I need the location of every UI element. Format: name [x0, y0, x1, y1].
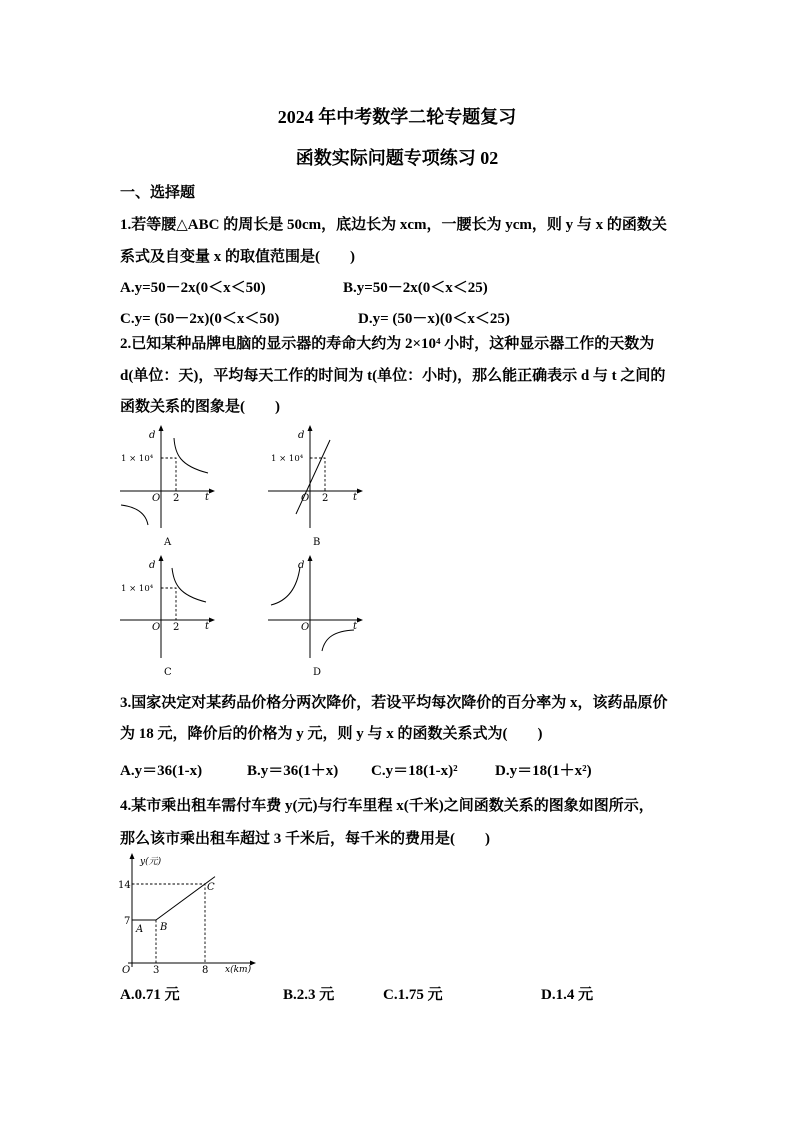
vertical-axis-arrow [159, 555, 164, 561]
page-subtitle: 函数实际问题专项练习 02 [295, 148, 499, 168]
q2-line-3: 函数关系的图象是( ) [120, 399, 280, 415]
x-axis-label: x(km) [225, 965, 252, 975]
q1-line-2: 系式及自变量 x 的取值范围是( ) [120, 249, 355, 265]
graph-caption-d: D [313, 667, 322, 678]
q4-option-c: C.1.75 元 [383, 987, 443, 1003]
value-label: 1 × 10⁴ [121, 584, 154, 594]
guide-dashes [310, 458, 325, 491]
q3-option-a: A.y＝36(1-x) [120, 763, 203, 779]
y-axis-label: y(元) [140, 857, 162, 867]
graph-caption-b: B [313, 537, 321, 548]
y-axis-arrow [130, 853, 135, 859]
curve-quadrant-1 [172, 568, 206, 602]
q4-option-d: D.1.4 元 [541, 987, 594, 1003]
q3-option-b: B.y＝36(1＋x) [247, 763, 339, 779]
q4-fare-graph [110, 852, 260, 978]
axis-label-d: d [298, 560, 305, 571]
q2-graph-d [263, 554, 367, 660]
vertical-axis-arrow [308, 425, 313, 431]
tick-label: 2 [322, 493, 329, 504]
guide-dashes [161, 458, 176, 491]
q3-line-1: 3.国家决定对某药品价格分两次降价，若设平均每次降价的百分率为 x，该药品原价 [120, 695, 668, 711]
q2-line-1: 2.已知某种品牌电脑的显示器的寿命大约为 2×10⁴ 小时，这种显示器工作的天数为 [120, 336, 655, 352]
curve-quadrant-3 [121, 505, 148, 525]
q4-option-b: B.2.3 元 [283, 987, 335, 1003]
axis-label-t: t [205, 492, 210, 503]
q3-option-c: C.y＝18(1-x)² [371, 763, 458, 779]
curve-quadrant-2 [271, 567, 300, 605]
page-title: 2024 年中考数学二轮专题复习 [277, 107, 517, 127]
point-a-label: A [136, 924, 144, 935]
q4-line-1: 4.某市乘出租车需付车费 y(元)与行车里程 x(千米)之间函数关系的图象如图所示， [120, 798, 654, 814]
point-c-label: C [207, 882, 215, 893]
section-heading: 一、选择题 [120, 185, 196, 201]
value-label: 1 × 10⁴ [271, 454, 304, 464]
q2-graph-b [263, 424, 367, 530]
q2-graph-a [115, 424, 219, 530]
y-tick-14: 14 [118, 880, 131, 891]
axis-label-d: d [149, 560, 156, 571]
guide-dashes [161, 588, 176, 620]
horizontal-axis-arrow [209, 618, 215, 623]
q4-line-2: 那么该市乘出租车超过 3 千米后，每千米的费用是( ) [120, 831, 490, 847]
q1-option-a: A.y=50－2x(0＜x＜50) [120, 280, 266, 296]
curve-quadrant-4 [322, 630, 354, 651]
q1-option-d: D.y= (50－x)(0＜x＜25) [358, 311, 510, 327]
origin-label: O [122, 965, 131, 976]
q4-option-a: A.0.71 元 [120, 987, 180, 1003]
x-tick-8: 8 [202, 965, 209, 976]
q3-line-2: 为 18 元，降价后的价格为 y 元，则 y 与 x 的函数关系式为( ) [120, 726, 543, 742]
tick-label: 2 [173, 622, 180, 633]
graph-caption-a: A [164, 537, 172, 548]
axis-label-t: t [205, 621, 210, 632]
curve-quadrant-1 [174, 438, 208, 473]
vertical-axis-arrow [159, 425, 164, 431]
origin-label: O [301, 493, 310, 504]
origin-label: O [301, 622, 310, 633]
q2-line-2: d(单位：天)，平均每天工作的时间为 t(单位：小时)，那么能正确表示 d 与 t 之间的 [120, 368, 666, 384]
axis-label-t: t [353, 621, 358, 632]
tick-label: 2 [173, 493, 180, 504]
y-tick-7: 7 [124, 916, 131, 927]
horizontal-axis-arrow [357, 489, 363, 494]
value-label: 1 × 10⁴ [121, 454, 154, 464]
horizontal-axis-arrow [209, 489, 215, 494]
point-b-label: B [160, 922, 168, 933]
q1-option-c: C.y= (50－2x)(0＜x＜50) [120, 311, 280, 327]
vertical-axis-arrow [308, 555, 313, 561]
q2-graph-c [115, 554, 219, 660]
x-tick-3: 3 [153, 965, 160, 976]
graph-caption-c: C [164, 667, 172, 678]
axis-label-t: t [353, 492, 358, 503]
horizontal-axis-arrow [357, 618, 363, 623]
q3-option-d: D.y＝18(1＋x²) [495, 763, 592, 779]
q1-line-1: 1.若等腰△ABC 的周长是 50cm，底边长为 xcm，一腰长为 ycm，则 y 与 x 的函数关 [120, 217, 667, 233]
q1-option-b: B.y=50－2x(0＜x＜25) [343, 280, 488, 296]
axis-label-d: d [298, 430, 305, 441]
origin-label: O [152, 622, 161, 633]
axis-label-d: d [149, 430, 156, 441]
origin-label: O [152, 493, 161, 504]
